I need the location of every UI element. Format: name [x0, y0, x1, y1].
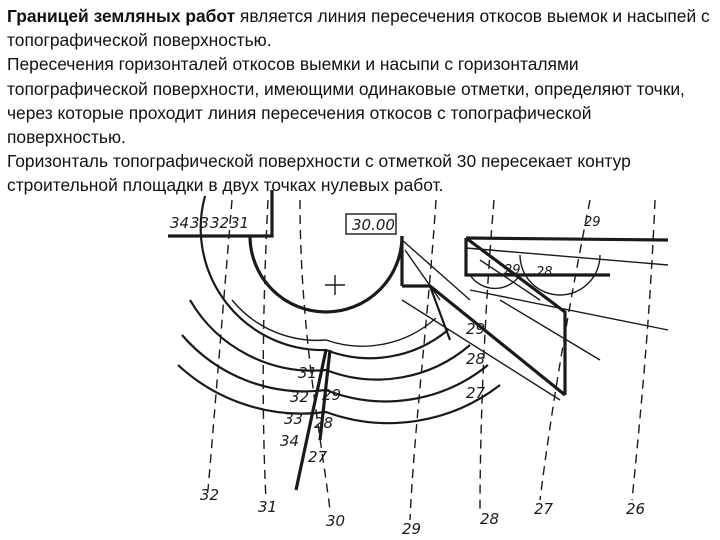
label-bottom-29: 29: [402, 520, 422, 538]
label-fill-31: 31: [298, 364, 318, 382]
label-line-28: 28: [314, 414, 334, 432]
label-right-upper-28: 28: [536, 265, 553, 280]
bold-term: Границей земляных работ: [7, 6, 236, 26]
label-fill-34: 34: [280, 432, 300, 450]
platform-mark-label: 30.00: [352, 216, 395, 234]
label-fill-32: 32: [290, 388, 310, 406]
paragraph-1-rest: является линия пересечения откосов выемок и насыпей с топографической поверхностью.: [7, 6, 710, 51]
label-fill-33: 33: [284, 410, 304, 428]
paragraph-2: Пересечения горизонталей откосов выемки и насыпи с горизонталями топографической поверхности, имеющими одинаковые отметки, определяют точки, через которые проходит линия пересечения откосов с топографической поверхностью.: [7, 54, 685, 148]
label-right-upper-29: 29: [504, 263, 521, 278]
explanatory-text: [7, 4, 713, 198]
label-right-mid-28: 28: [466, 350, 486, 368]
topographic-contours: [208, 200, 655, 520]
label-right-top-29: 29: [584, 215, 601, 230]
label-top-left-31: 31: [230, 214, 250, 232]
label-bottom-28: 28: [480, 510, 500, 528]
label-right-mid-29: 29: [466, 320, 486, 338]
label-top-left-33: 33: [190, 214, 210, 232]
label-bottom-26: 26: [626, 500, 646, 518]
label-top-left-34: 34: [170, 214, 190, 232]
paragraph-1: [7, 4, 713, 52]
label-top-left-32: 32: [210, 214, 230, 232]
label-bottom-32: 32: [200, 486, 220, 504]
label-bottom-30: 30: [326, 512, 346, 530]
paragraph-3: Горизонталь топографической поверхности с отметкой 30 пересекает контур строительной площадки в двух точках нулевых работ.: [7, 151, 631, 196]
label-line-29: 29: [322, 386, 342, 404]
label-bottom-27: 27: [534, 500, 554, 518]
label-right-mid-27: 27: [466, 384, 486, 402]
label-line-27: 27: [308, 448, 328, 466]
label-bottom-31: 31: [258, 498, 278, 516]
